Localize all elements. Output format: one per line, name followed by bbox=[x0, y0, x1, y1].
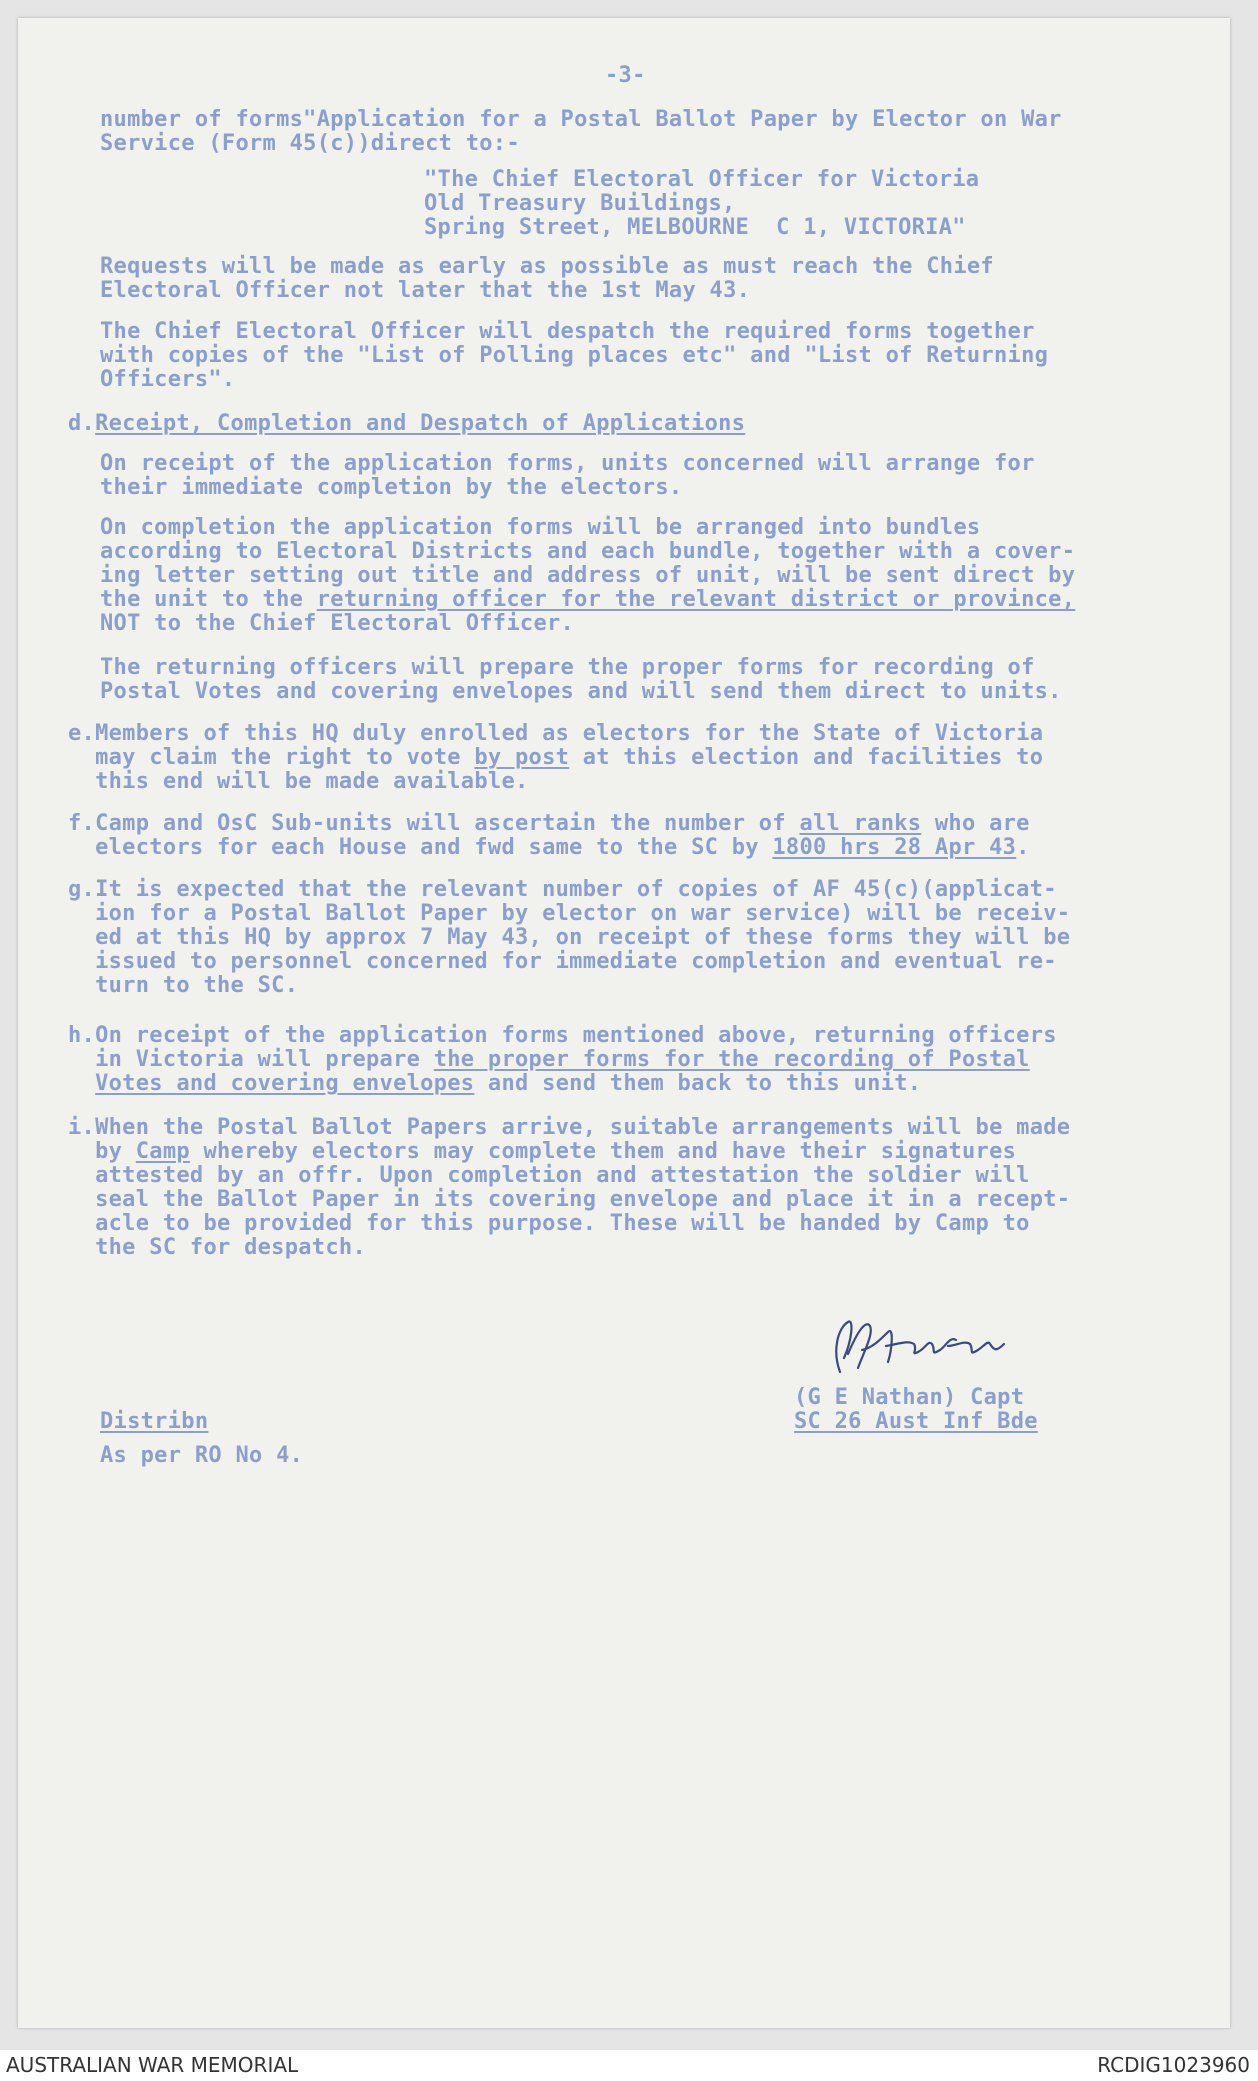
section-d-p2-line-3: ing letter setting out title and address of unit, will be sent direct by bbox=[100, 563, 1076, 588]
section-f-line-2-text-c: . bbox=[1016, 835, 1030, 860]
section-g-line-2: ion for a Postal Ballot Paper by elector on war service) will be receiv- bbox=[68, 901, 1071, 926]
section-d-p3-line-1: The returning officers will prepare the proper forms for recording of bbox=[100, 655, 1035, 680]
requests-line-2: Electoral Officer not later that the 1st May 43. bbox=[100, 278, 751, 303]
footer-archive-name: AUSTRALIAN WAR MEMORIAL bbox=[6, 2053, 299, 2077]
section-g-line-1: g.It is expected that the relevant number of copies of AF 45(c)(applicat- bbox=[68, 877, 1057, 902]
handwritten-signature bbox=[818, 1310, 1038, 1390]
distribution-heading: Distribn bbox=[100, 1409, 209, 1434]
section-i-line-6: the SC for despatch. bbox=[68, 1235, 366, 1260]
section-f-line-2-text-a: electors for each House and fwd same to the SC by bbox=[68, 835, 773, 860]
section-h-line-3-indent bbox=[68, 1071, 95, 1096]
section-f-line-2-underlined: 1800 hrs 28 Apr 43 bbox=[772, 835, 1017, 860]
section-h-line-2-underlined: the proper forms for the recording of Postal bbox=[433, 1047, 1030, 1072]
section-e-line-2-text-c: at this election and facilities to bbox=[569, 745, 1044, 770]
section-h-line-2-text-a: in Victoria will prepare bbox=[68, 1047, 434, 1072]
section-h-line-1: h.On receipt of the application forms mentioned above, returning officers bbox=[68, 1023, 1057, 1048]
section-h-line-2 bbox=[68, 1048, 1030, 1072]
section-d-p2-line-4-underlined: returning officer for the relevant district or province, bbox=[316, 587, 1076, 612]
address-line-3: Spring Street, MELBOURNE C 1, VICTORIA" bbox=[424, 215, 966, 240]
section-d-p3-line-2: Postal Votes and covering envelopes and will send them direct to units. bbox=[100, 679, 1062, 704]
intro-line-1: number of forms"Application for a Postal Ballot Paper by Elector on War bbox=[100, 107, 1062, 132]
section-d-heading-row bbox=[68, 412, 745, 436]
section-e-line-2-underlined: by post bbox=[474, 745, 570, 770]
section-h-line-3-underlined: Votes and covering envelopes bbox=[95, 1071, 475, 1096]
section-d-p2-line-1: On completion the application forms will be arranged into bundles bbox=[100, 515, 981, 540]
section-e-line-2-text-a: may claim the right to vote bbox=[68, 745, 475, 770]
section-i-line-2 bbox=[68, 1140, 1016, 1164]
signatory-unit: SC 26 Aust Inf Bde bbox=[794, 1409, 1038, 1434]
section-f-line-2 bbox=[68, 836, 1030, 860]
despatch-line-3: Officers". bbox=[100, 367, 236, 392]
section-d-p2-line-4-text: the unit to the bbox=[100, 587, 317, 612]
section-i-line-1: i.When the Postal Ballot Papers arrive, suitable arrangements will be made bbox=[68, 1115, 1071, 1140]
section-e-line-1: e.Members of this HQ duly enrolled as electors for the State of Victoria bbox=[68, 721, 1044, 746]
section-g-line-5: turn to the SC. bbox=[68, 973, 299, 998]
section-i-line-2-underlined: Camp bbox=[135, 1139, 190, 1164]
address-line-1: "The Chief Electoral Officer for Victoria bbox=[424, 167, 980, 192]
footer-record-id: RCDIG1023960 bbox=[1097, 2053, 1250, 2077]
section-d-p1-line-2: their immediate completion by the electors. bbox=[100, 475, 683, 500]
section-e-line-2 bbox=[68, 746, 1043, 770]
section-e-line-3: this end will be made available. bbox=[68, 769, 529, 794]
section-i-line-3: attested by an offr. Upon completion and attestation the soldier will bbox=[68, 1163, 1030, 1188]
section-f-line-1 bbox=[68, 812, 1030, 836]
section-f-line-1-text-c: who are bbox=[921, 811, 1030, 836]
section-i-line-4: seal the Ballot Paper in its covering envelope and place it in a recept- bbox=[68, 1187, 1071, 1212]
requests-line-1: Requests will be made as early as possible as must reach the Chief bbox=[100, 254, 994, 279]
section-g-line-4: issued to personnel concerned for immediate completion and eventual re- bbox=[68, 949, 1057, 974]
section-d-p2-line-4 bbox=[100, 588, 1075, 612]
despatch-line-1: The Chief Electoral Officer will despatch the required forms together bbox=[100, 319, 1035, 344]
section-i-line-2-text-a: by bbox=[68, 1139, 136, 1164]
intro-line-2: Service (Form 45(c))direct to:- bbox=[100, 131, 520, 156]
distribution-text: As per RO No 4. bbox=[100, 1443, 304, 1468]
signatory-name: (G E Nathan) Capt bbox=[794, 1385, 1025, 1410]
section-d-marker: d. bbox=[68, 411, 96, 436]
section-f-line-1-underlined: all ranks bbox=[799, 811, 922, 836]
section-d-p1-line-1: On receipt of the application forms, units concerned will arrange for bbox=[100, 451, 1035, 476]
section-i-line-5: acle to be provided for this purpose. These will be handed by Camp to bbox=[68, 1211, 1030, 1236]
despatch-line-2: with copies of the "List of Polling places etc" and "List of Returning bbox=[100, 343, 1049, 368]
section-h-line-3-text-c: and send them back to this unit. bbox=[474, 1071, 922, 1096]
section-f-line-1-text-a: f.Camp and OsC Sub-units will ascertain the number of bbox=[68, 811, 800, 836]
section-d-p2-line-5: NOT to the Chief Electoral Officer. bbox=[100, 611, 575, 636]
section-d-heading: Receipt, Completion and Despatch of Applications bbox=[95, 411, 746, 436]
section-g-line-3: ed at this HQ by approx 7 May 43, on receipt of these forms they will be bbox=[68, 925, 1071, 950]
address-line-2: Old Treasury Buildings, bbox=[424, 191, 736, 216]
section-d-p2-line-2: according to Electoral Districts and each bundle, together with a cover- bbox=[100, 539, 1076, 564]
section-h-line-3 bbox=[68, 1072, 921, 1096]
page-number: -3- bbox=[605, 63, 646, 88]
section-i-line-2-text-c: whereby electors may complete them and have their signatures bbox=[189, 1139, 1017, 1164]
